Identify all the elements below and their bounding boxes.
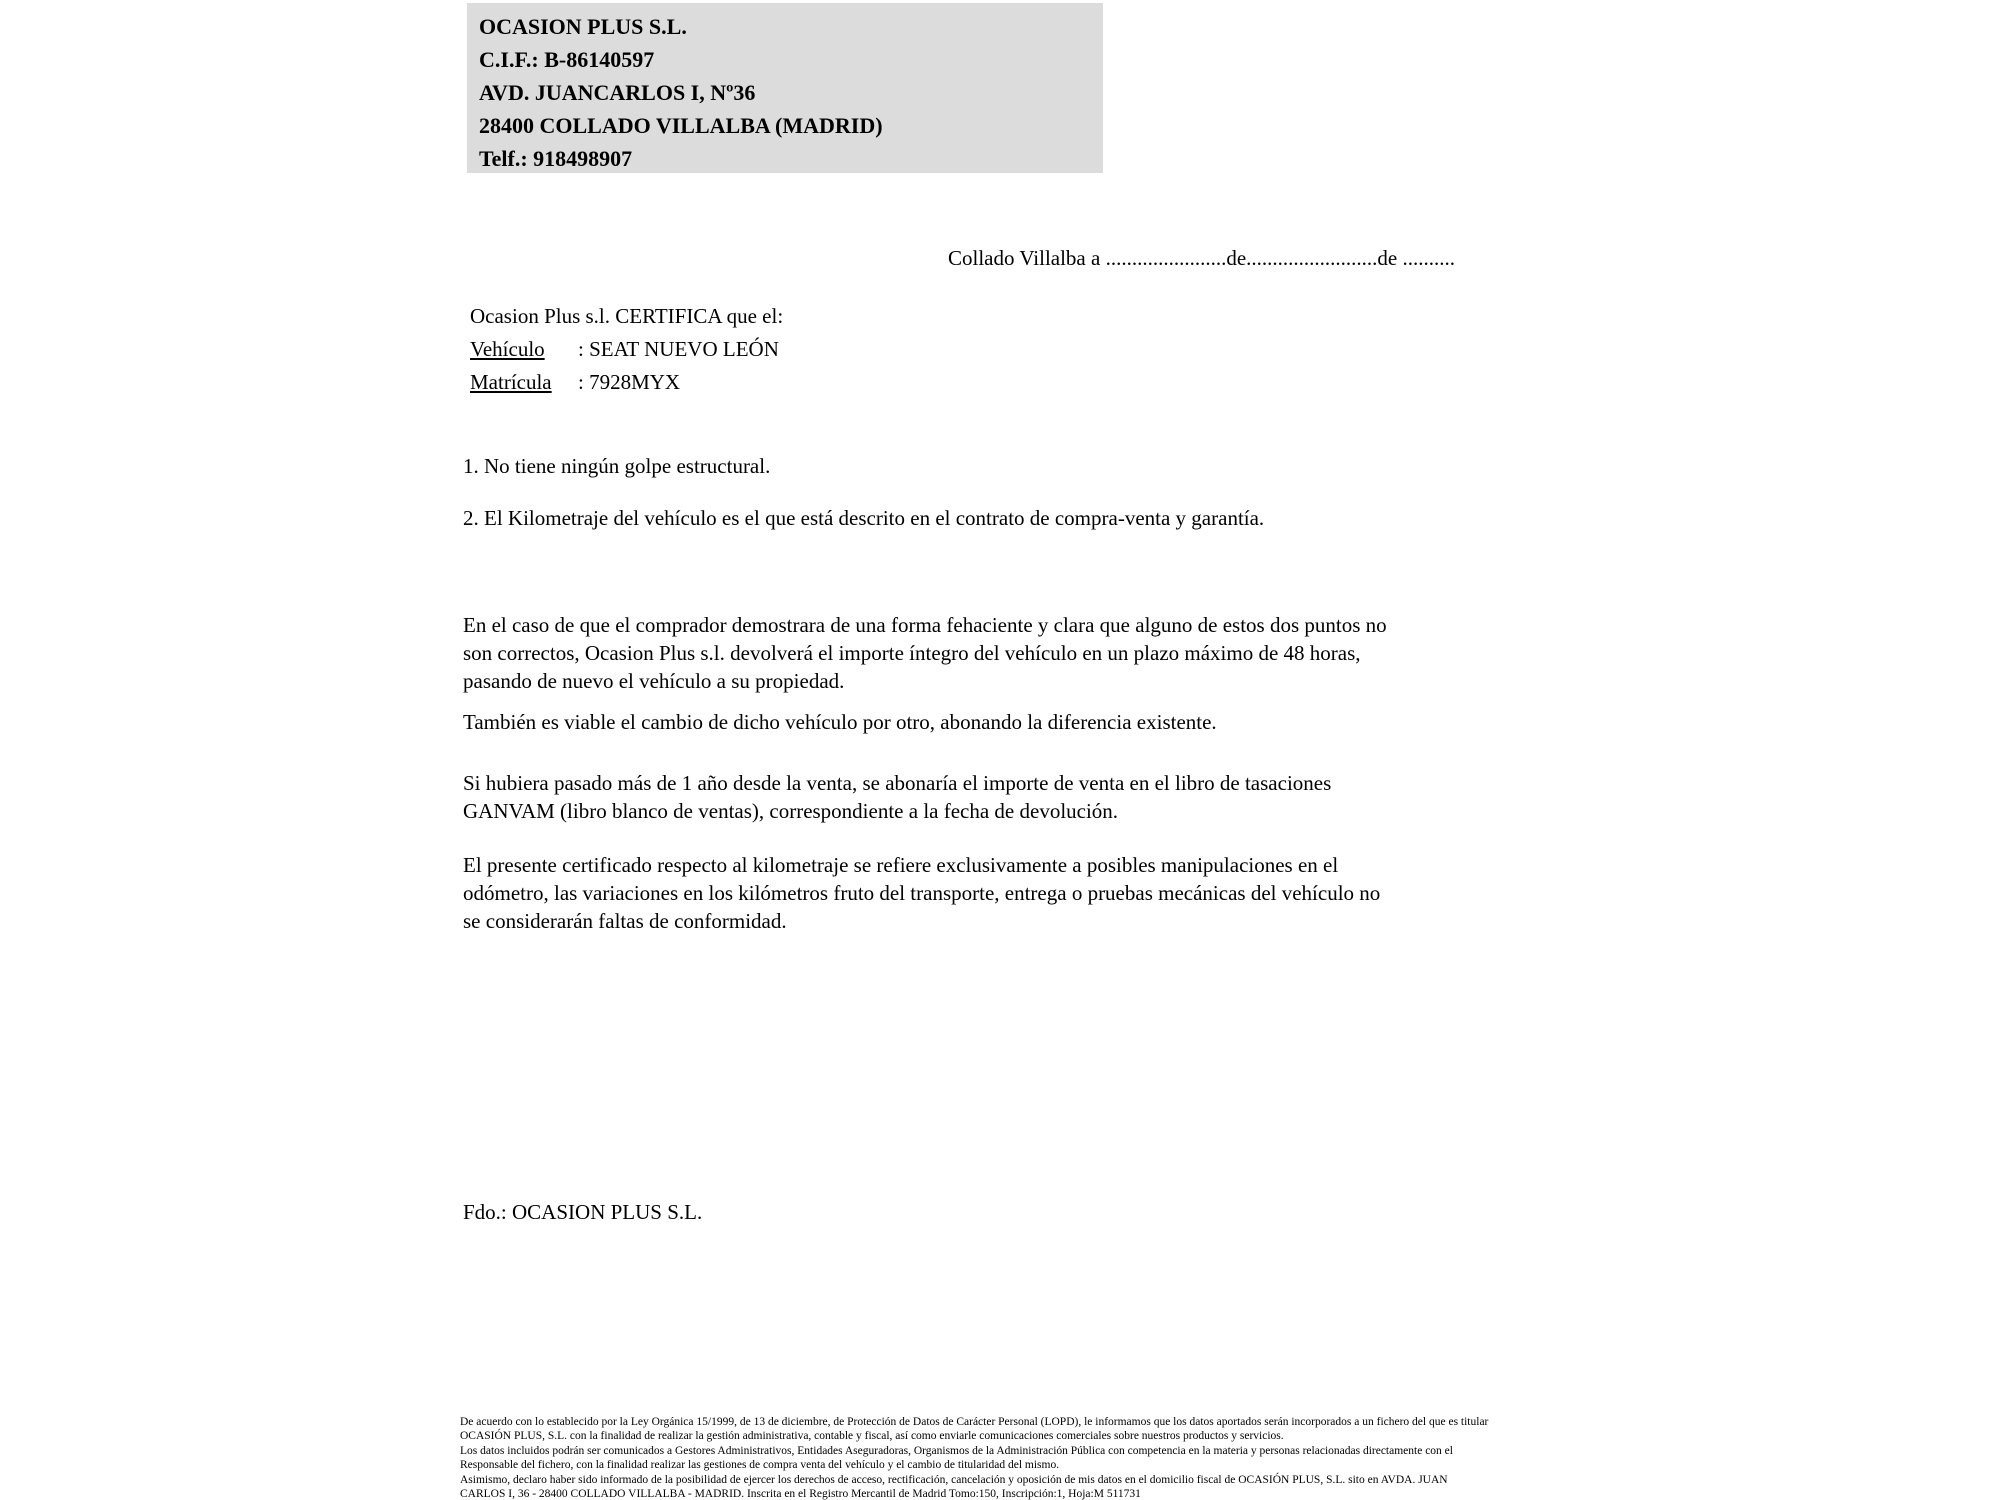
certification-block	[470, 300, 783, 399]
vehicle-value: : SEAT NUEVO LEÓN	[578, 337, 779, 361]
company-name: OCASION PLUS S.L.	[479, 14, 687, 39]
paragraph-line: odómetro, las variaciones en los kilómetros fruto del transporte, entrega o pruebas mecánicas del vehículo no	[463, 881, 1381, 905]
paragraph-line: Si hubiera pasado más de 1 año desde la venta, se abonaría el importe de venta en el libro de tasaciones	[463, 771, 1332, 795]
point-1: 1. No tiene ningún golpe estructural.	[463, 454, 771, 478]
company-address: AVD. JUANCARLOS I, Nº36	[479, 80, 756, 105]
paragraph-ganvam	[463, 769, 1331, 825]
paragraph-line: se considerarán faltas de conformidad.	[463, 909, 787, 933]
legal-line: Asimismo, declaro haber sido informado de la posibilidad de ejercer los derechos de acceso, rectificación, cancelación y oposición de mis datos en el domicilio fiscal de OCASIÓN PLUS, S.L. sito en AVDA. JUAN	[460, 1473, 1448, 1486]
paragraph-line: En el caso de que el comprador demostrara de una forma fehaciente y clara que alguno de estos dos puntos no	[463, 613, 1387, 637]
company-city: 28400 COLLADO VILLALBA (MADRID)	[479, 113, 883, 138]
vehicle-label: Vehículo	[470, 337, 545, 361]
date-line: Collado Villalba a .......................de.........................de ..........	[948, 246, 1455, 270]
paragraph-line: GANVAM (libro blanco de ventas), correspondiente a la fecha de devolución.	[463, 799, 1119, 823]
paragraph-line: son correctos, Ocasion Plus s.l. devolverá el importe íntegro del vehículo en un plazo máximo de 48 horas,	[463, 641, 1361, 665]
legal-footer	[460, 1415, 1488, 1500]
legal-line: Responsable del fichero, con la finalidad realizar las gestiones de compra venta del vehículo y el cambio de titularidad del mismo.	[460, 1459, 1060, 1472]
plate-label: Matrícula	[470, 370, 552, 394]
legal-line: De acuerdo con lo establecido por la Ley Orgánica 15/1999, de 13 de diciembre, de Protección de Datos de Carácter Personal (LOPD), le informamos que los datos aportados serán incorporados a un fichero del que es titular	[460, 1416, 1489, 1428]
legal-line: CARLOS I, 36 - 28400 COLLADO VILLALBA - MADRID. Inscrita en el Registro Mercantil de Madrid Tomo:150, Inscripción:1, Hoja:M 511731	[460, 1488, 1141, 1500]
paragraph-odometer	[463, 851, 1380, 935]
legal-line: OCASIÓN PLUS, S.L. con la finalidad de realizar la gestión administrativa, contable y fiscal, así como enviarle comunicaciones comerciales sobre nuestros productos y servicios.	[460, 1430, 1284, 1443]
company-phone: Telf.: 918498907	[479, 146, 633, 171]
paragraph-line: pasando de nuevo el vehículo a su propiedad.	[463, 669, 845, 693]
plate-row	[470, 366, 783, 399]
vehicle-row	[470, 333, 783, 366]
company-cif: C.I.F.: B-86140597	[479, 47, 655, 72]
paragraph-refund	[463, 611, 1387, 695]
paragraph-exchange	[463, 708, 1217, 736]
paragraph-line: También es viable el cambio de dicho vehículo por otro, abonando la diferencia existente.	[463, 710, 1217, 734]
paragraph-line: El presente certificado respecto al kilometraje se refiere exclusivamente a posibles manipulaciones en el	[463, 853, 1339, 877]
plate-value: : 7928MYX	[578, 370, 681, 394]
company-letterhead-box	[467, 3, 1103, 173]
legal-line: Los datos incluidos podrán ser comunicados a Gestores Administrativos, Entidades Aseguradoras, Organismos de la Administración Pública con competencia en la materia y personas relacionadas directamente con el	[460, 1444, 1453, 1457]
point-2: 2. El Kilometraje del vehículo es el que está descrito en el contrato de compra-venta y garantía.	[463, 506, 1265, 530]
certification-intro: Ocasion Plus s.l. CERTIFICA que el:	[470, 304, 784, 328]
signature-line: Fdo.: OCASION PLUS S.L.	[463, 1200, 703, 1224]
